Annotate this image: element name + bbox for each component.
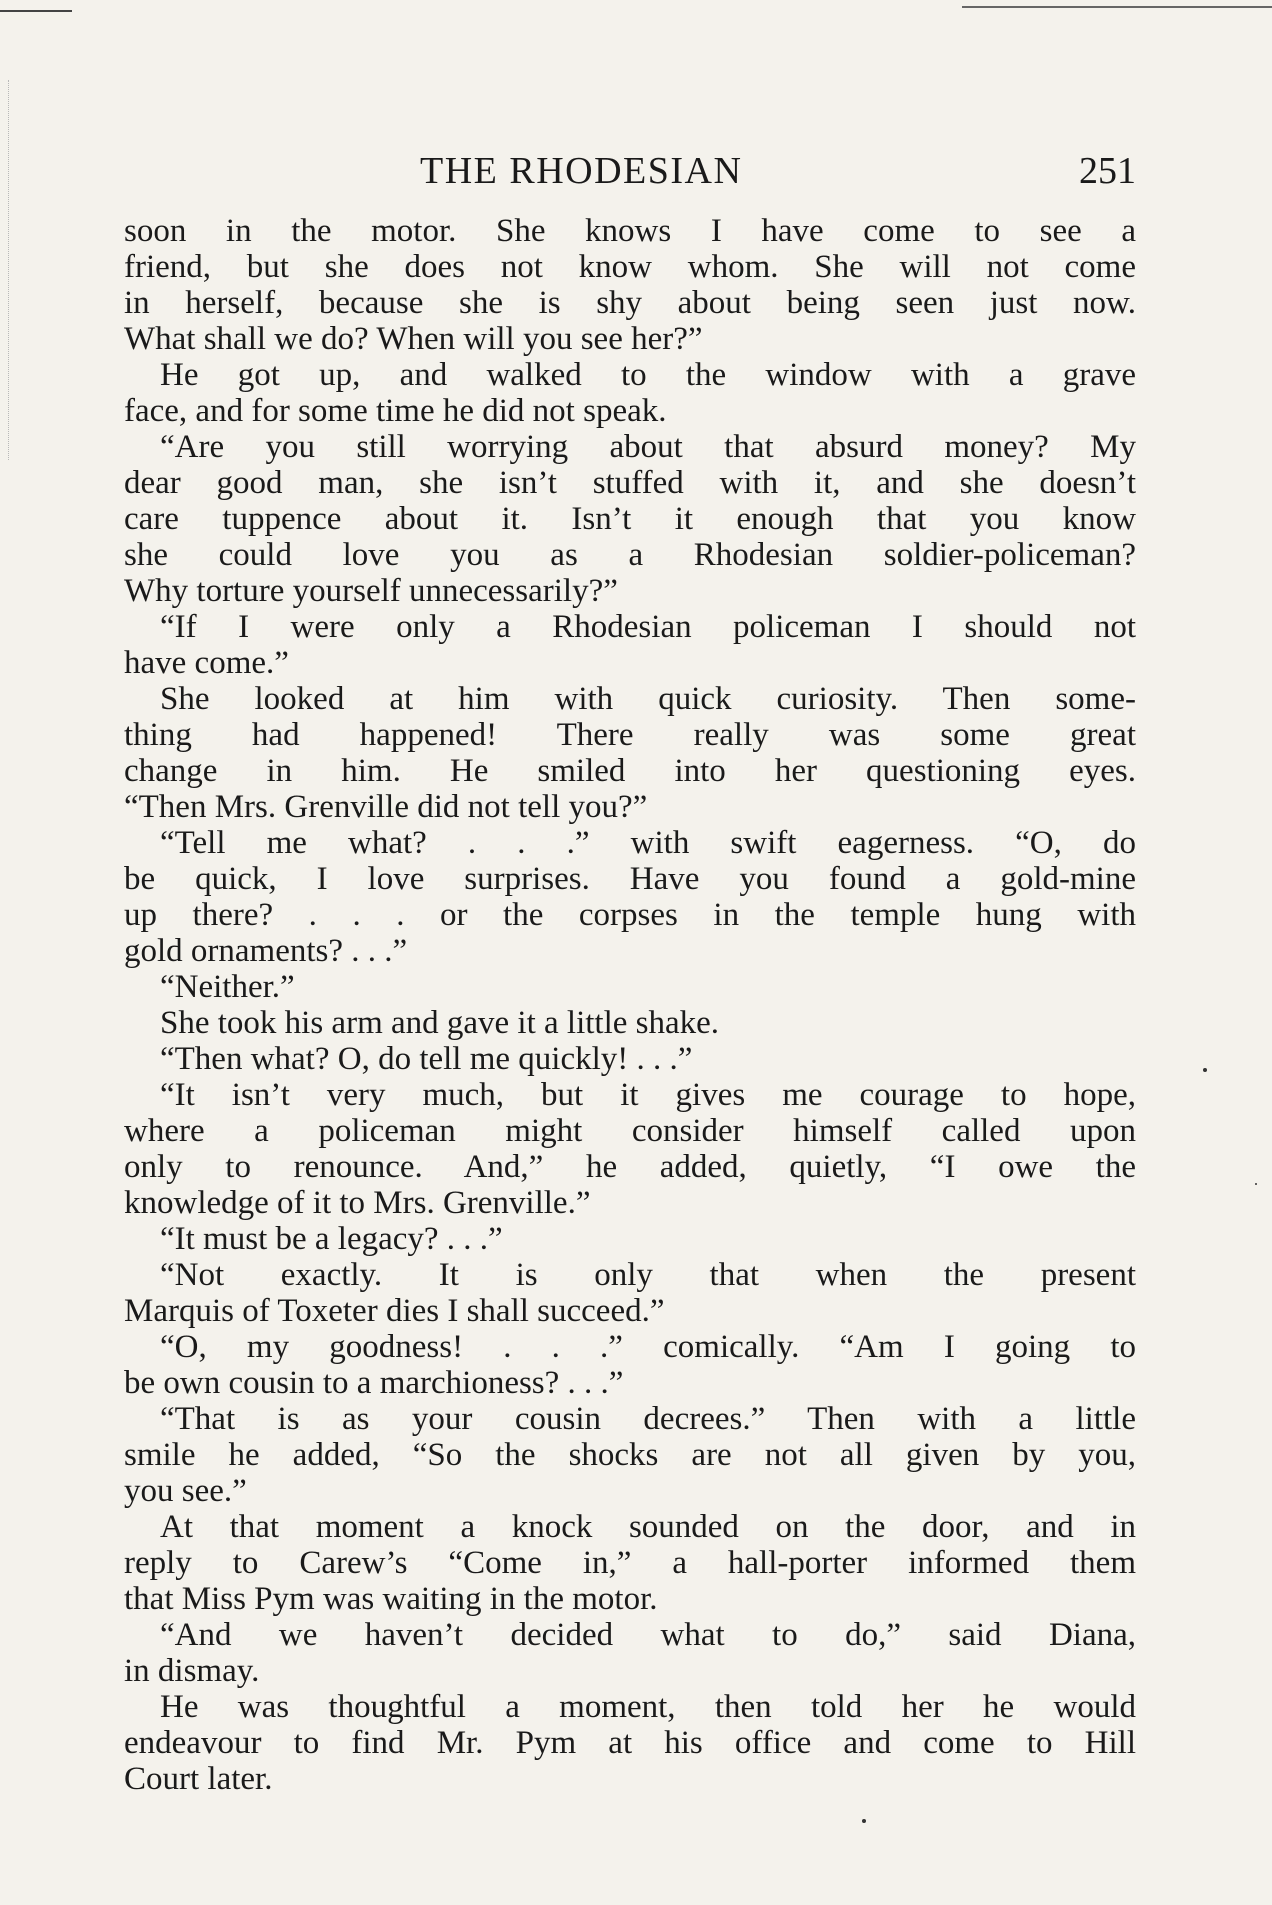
text-line: dear good man, she isn’t stuffed with it, and she doesn’t xyxy=(124,465,1136,501)
text-line: you see.” xyxy=(124,1473,247,1509)
text-line: “And we haven’t decided what to do,” said Diana, xyxy=(160,1617,1136,1653)
scan-speck xyxy=(862,1819,866,1823)
text-line: He got up, and walked to the window with a grave xyxy=(160,357,1136,393)
text-line: Marquis of Toxeter dies I shall succeed.” xyxy=(124,1293,665,1329)
scan-edge-mark-right xyxy=(962,6,1272,8)
text-line: she could love you as a Rhodesian soldier-policeman? xyxy=(124,537,1136,573)
text-line: Court later. xyxy=(124,1761,273,1797)
text-line: change in him. He smiled into her questioning eyes. xyxy=(124,753,1136,789)
text-line: What shall we do? When will you see her?” xyxy=(124,321,703,357)
running-head xyxy=(124,146,1136,196)
text-line: be own cousin to a marchioness? . . .” xyxy=(124,1365,624,1401)
body-text xyxy=(124,213,1136,1797)
text-line: Why torture yourself unnecessarily?” xyxy=(124,573,618,609)
text-line: have come.” xyxy=(124,645,289,681)
text-line: endeavour to find Mr. Pym at his office and come to Hill xyxy=(124,1725,1136,1761)
text-line: be quick, I love surprises. Have you found a gold-mine xyxy=(124,861,1136,897)
text-line: “Tell me what? . . .” with swift eagerness. “O, do xyxy=(160,825,1136,861)
text-line: face, and for some time he did not speak. xyxy=(124,393,667,429)
gutter-shadow xyxy=(8,80,13,460)
text-line: “If I were only a Rhodesian policeman I should not xyxy=(160,609,1136,645)
text-line: only to renounce. And,” he added, quietly, “I owe the xyxy=(124,1149,1136,1185)
text-line: “Not exactly. It is only that when the present xyxy=(160,1257,1136,1293)
scan-edge-mark-left xyxy=(0,10,72,12)
scan-speck xyxy=(1203,1068,1207,1072)
page-number: 251 xyxy=(1079,150,1136,192)
running-title: THE RHODESIAN xyxy=(420,150,743,192)
scan-speck xyxy=(1255,1183,1257,1185)
text-line: She looked at him with quick curiosity. Then some- xyxy=(160,681,1136,717)
text-line: up there? . . . or the corpses in the temple hung with xyxy=(124,897,1136,933)
text-line: care tuppence about it. Isn’t it enough that you know xyxy=(124,501,1136,537)
text-line: “Neither.” xyxy=(160,969,295,1005)
text-line: gold ornaments? . . .” xyxy=(124,933,408,969)
text-line: smile he added, “So the shocks are not all given by you, xyxy=(124,1437,1136,1473)
text-line: in herself, because she is shy about being seen just now. xyxy=(124,285,1136,321)
text-line: “Then Mrs. Grenville did not tell you?” xyxy=(124,789,648,825)
text-line: “It isn’t very much, but it gives me courage to hope, xyxy=(160,1077,1136,1113)
text-line: At that moment a knock sounded on the door, and in xyxy=(160,1509,1136,1545)
text-line: “That is as your cousin decrees.” Then with a little xyxy=(160,1401,1136,1437)
text-line: soon in the motor. She knows I have come to see a xyxy=(124,213,1136,249)
text-line: that Miss Pym was waiting in the motor. xyxy=(124,1581,658,1617)
text-line: thing had happened! There really was some great xyxy=(124,717,1136,753)
text-line: She took his arm and gave it a little shake. xyxy=(160,1005,720,1041)
text-line: knowledge of it to Mrs. Grenville.” xyxy=(124,1185,591,1221)
text-line: in dismay. xyxy=(124,1653,260,1689)
text-line: where a policeman might consider himself called upon xyxy=(124,1113,1136,1149)
text-line: “Are you still worrying about that absurd money? My xyxy=(160,429,1136,465)
text-line: reply to Carew’s “Come in,” a hall-porter informed them xyxy=(124,1545,1136,1581)
text-line: He was thoughtful a moment, then told her he would xyxy=(160,1689,1136,1725)
text-line: “Then what? O, do tell me quickly! . . .” xyxy=(160,1041,693,1077)
text-line: “It must be a legacy? . . .” xyxy=(160,1221,503,1257)
text-line: friend, but she does not know whom. She will not come xyxy=(124,249,1136,285)
text-line: “O, my goodness! . . .” comically. “Am I going to xyxy=(160,1329,1136,1365)
